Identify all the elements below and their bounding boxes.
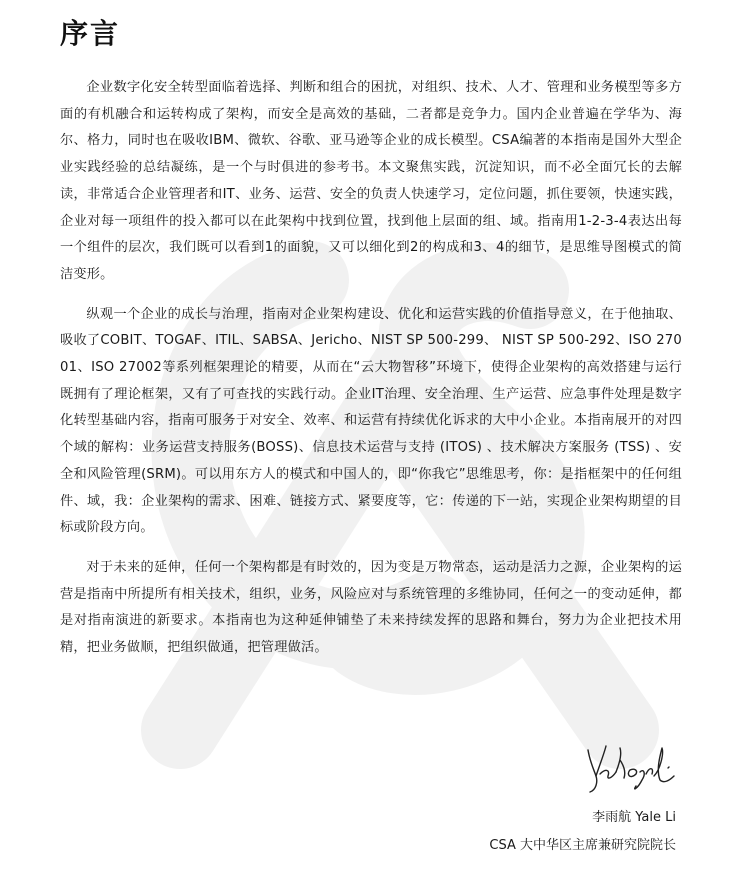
preface-paragraph: 对于未来的延伸，任何一个架构都是有时效的，因为变是万物常态，运动是活力之源，企业架构的运营是指南中所提所有相关技术，组织，业务，风险应对与系统管理的多维协同，任何之一的变动延伸，都是对指南演进的新要求。本指南也为这种延伸铺垫了未来持续发挥的思路和舞台，努力为企业把技术用精，把业务做顺，把组织做通，把管理做活。: [60, 559, 682, 656]
author-title: CSA 大中华区主席兼研究院院长: [489, 838, 676, 853]
preface-paragraph: 纵观一个企业的成长与治理，指南对企业架构建设、优化和运营实践的价值指导意义，在于他抽取、吸收了COBIT、TOGAF、ITIL、SABSA、Jericho、NIST SP 500-299、 NIST SP 500-292、ISO 27001、ISO 27002等系列框架理论的精要，从而在“云大物智移”环境下，使得企业架构的高效搭建与运行既拥有了理论框架，又有了可查找的实践行动。企业IT治理、安全治理、生产运营、应急事件处理是数字化转型基础内容，指南可服务于对安全、效率、和运营有持续优化诉求的大中小企业。本指南展开的对四个域的解构：业务运营支持服务(BOSS)、信息技术运营与支持 (ITOS) 、技术解决方案服务 (TSS) 、安全和风险管理(SRM)。可以用东方人的模式和中国人的，即“你我它”思维思考，你：是指框架中的任何组件、域，我：企业架构的需求、困难、链接方式、紧要度等，它：传递的下一站，实现企业架构期望的目标或阶段方向。: [60, 306, 682, 536]
author-name: 李雨航 Yale Li: [592, 810, 676, 825]
page-title: 序言: [60, 17, 121, 50]
preface-paragraph: 企业数字化安全转型面临着选择、判断和组合的困扰，对组织、技术、人才、管理和业务模型等多方面的有机融合和运转构成了架构，而安全是高效的基础，二者都是竞争力。国内企业普遍在学华为、海尔、格力，同时也在吸收IBM、微软、谷歌、亚马逊等企业的成长模型。CSA编著的本指南是国外大型企业实践经验的总结凝练，是一个与时俱进的参考书。本文聚焦实践，沉淀知识，而不必全面冗长的去解读，非常适合企业管理者和IT、业务、运营、安全的负责人快速学习，定位问题，抓住要领，快速实践，企业对每一项组件的投入都可以在此架构中找到位置，找到他上层面的组、域。指南用1-2-3-4表达出每一个组件的层次，我们既可以看到1的面貌，又可以细化到2的构成和3、4的细节，是思维导图模式的简洁变形。: [60, 80, 682, 282]
handwritten-signature: [580, 740, 680, 796]
preface-body: [60, 75, 682, 675]
